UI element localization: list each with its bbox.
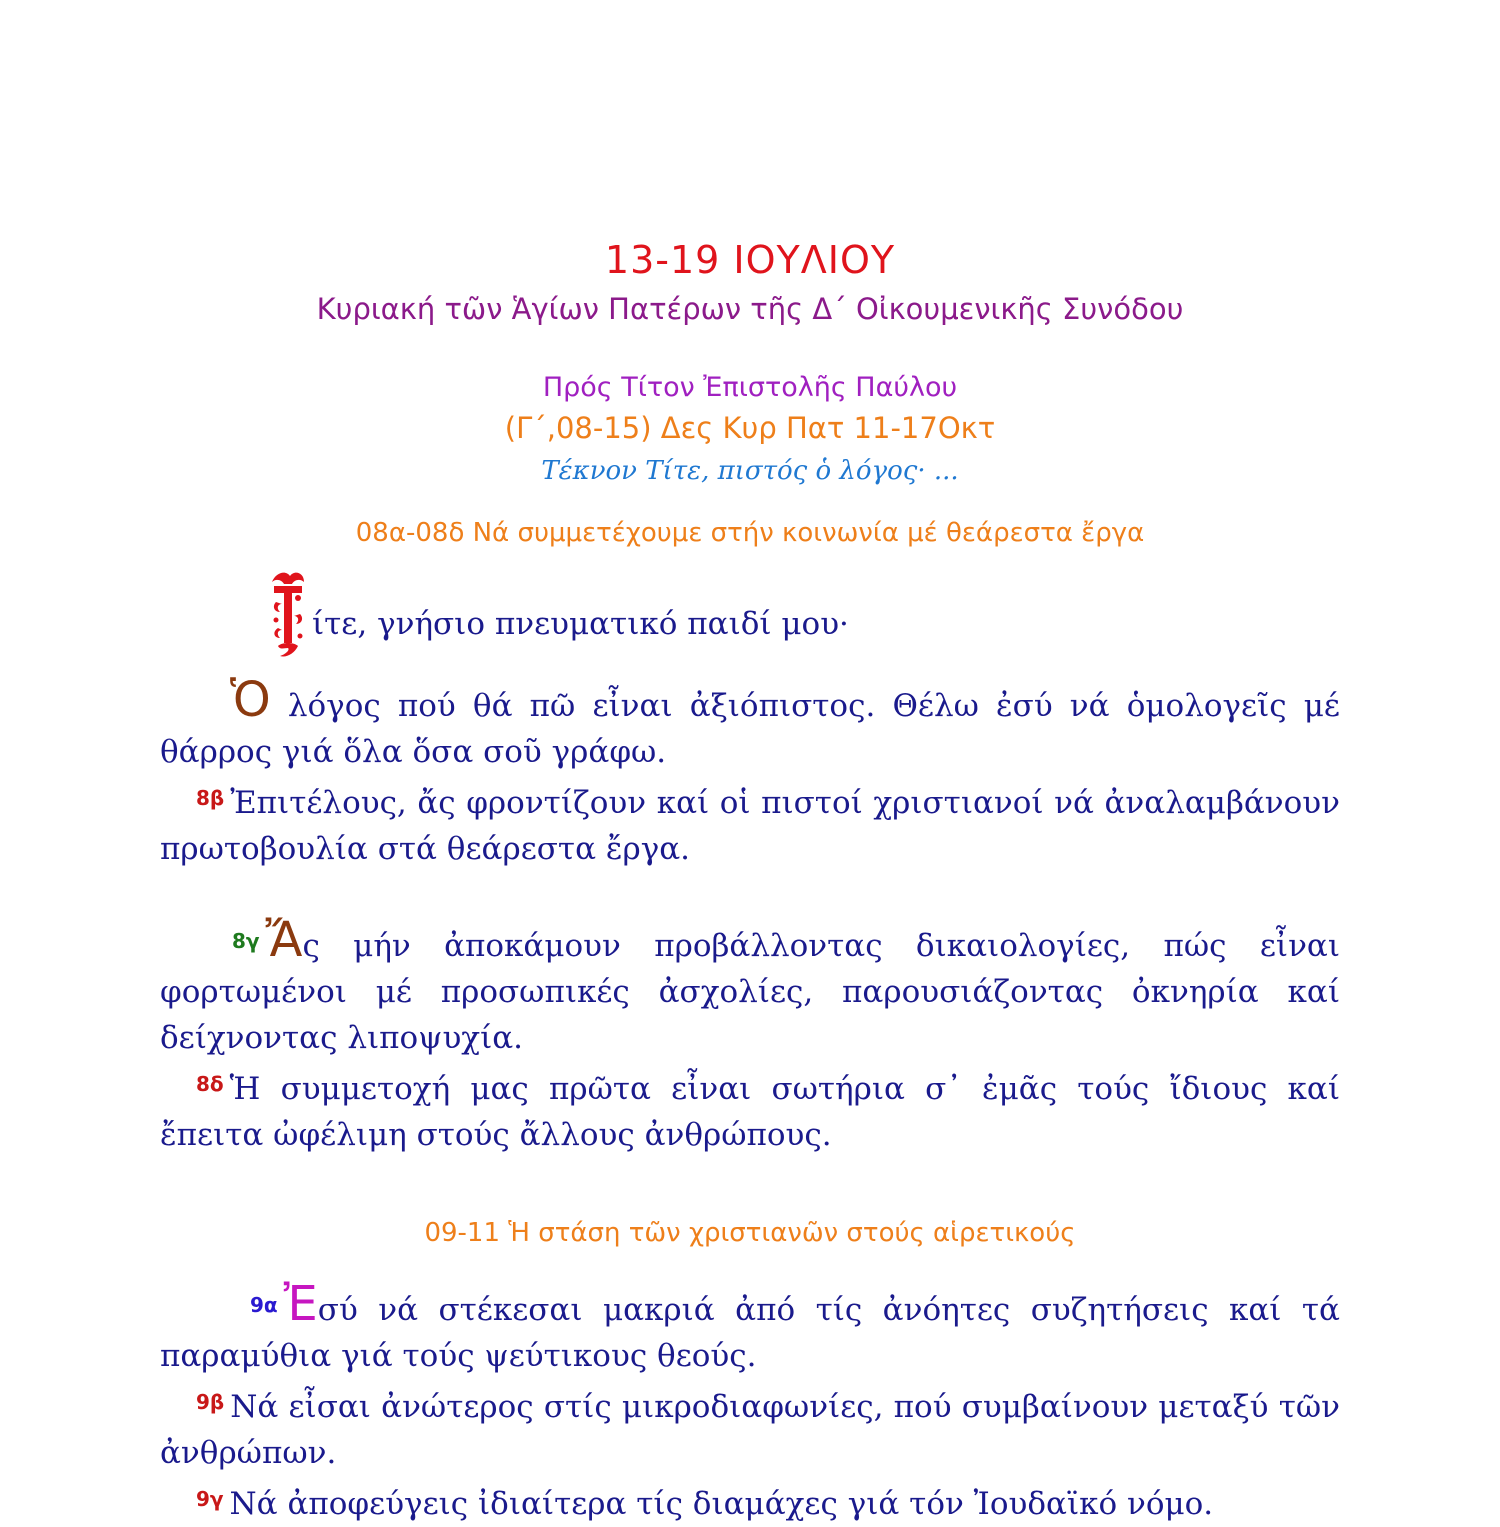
section-heading-2: 09-11 Ἡ στάση τῶν χριστιανῶν στούς αἱρετικούς: [424, 1218, 1076, 1248]
verse-text: σύ νά στέκεσαι μακριά ἀπό τίς ἀνόητες συζητήσεις καί τά παραμύθια γιά τούς ψεύτικους θεούς.: [160, 1292, 1340, 1374]
paragraph-8a: [160, 672, 1340, 775]
sunday-subtitle: Κυριακή τῶν Ἁγίων Πατέρων τῆς Δ΄ Οἰκουμενικῆς Συνόδου: [316, 292, 1184, 326]
verse-number: 9α: [250, 1293, 278, 1317]
verse-text: Ἐπιτέλους, ἄς φροντίζουν καί οἱ πιστοί χριστιανοί νά ἀναλαμβάνουν πρωτοβουλία στά θεάρεστα ἔργα.: [160, 785, 1340, 867]
opening-line: ίτε, γνήσιο πνευματικό παιδί μου·: [312, 606, 849, 642]
verse-number: 8γ: [232, 929, 260, 953]
section1-body: [160, 672, 1340, 872]
reading-incipit: Τέκνον Τίτε, πιστός ὁ λόγος· ...: [541, 456, 959, 486]
verse-text: Νά ἀποφεύγεις ἰδιαίτερα τίς διαμάχες γιά τόν Ἰουδαϊκό νόμο.: [229, 1486, 1214, 1522]
paragraph-8d: [160, 1061, 1340, 1158]
paragraph-9b: [160, 1379, 1340, 1476]
verse-text: Ἡ συμμετοχή μας πρῶτα εἶναι σωτήρια σ᾽ ἐμᾶς τούς ἴδιους καί ἔπειτα ὠφέλιμη στούς ἄλλους ἀνθρώπους.: [160, 1071, 1340, 1153]
drop-cap: Ἄ: [265, 912, 303, 968]
drop-cap: Ἐ: [283, 1276, 318, 1332]
section1-body-2: [160, 912, 1340, 1158]
epistle-title: Πρός Τίτον Ἐπιστολῆς Παύλου: [542, 372, 958, 403]
verse-number: 8β: [196, 786, 225, 810]
illuminated-initial-tau-icon: [268, 568, 308, 660]
verse-number: 9γ: [196, 1487, 224, 1511]
verse-text: Νά εἶσαι ἀνώτερος στίς μικροδιαφωνίες, πού συμβαίνουν μεταξύ τῶν ἀνθρώπων.: [160, 1389, 1340, 1471]
paragraph-8g: [160, 912, 1340, 1061]
verse-text: λόγος πού θά πῶ εἶναι ἀξιόπιστος. Θέλω ἐσύ νά ὁμολογεῖς μέ θάρρος γιά ὅλα ὅσα σοῦ γράφω.: [160, 688, 1340, 770]
verse-number: 9β: [196, 1390, 225, 1414]
section2-body: [160, 1276, 1340, 1527]
drop-cap: Ὁ: [230, 672, 271, 728]
section-heading-1: 08α-08δ Νά συμμετέχουμε στήν κοινωνία μέ θεάρεστα ἔργα: [355, 518, 1145, 548]
date-range-title: 13-19 ΙΟΥΛΙΟΥ: [604, 238, 896, 282]
paragraph-8b: [160, 775, 1340, 872]
verse-number: 8δ: [196, 1072, 224, 1096]
paragraph-9g: [160, 1476, 1340, 1527]
reading-reference: (Γ΄,08-15) Δες Κυρ Πατ 11-17Οκτ: [504, 411, 996, 445]
verse-text: ς μήν ἀποκάμουν προβάλλοντας δικαιολογίες, πώς εἶναι φορτωμένοι μέ προσωπικές ἀσχολίες, παρουσιάζοντας ὀκνηρία καί δείχνοντας λιποψυχία.: [160, 928, 1340, 1056]
paragraph-9a: [160, 1276, 1340, 1379]
